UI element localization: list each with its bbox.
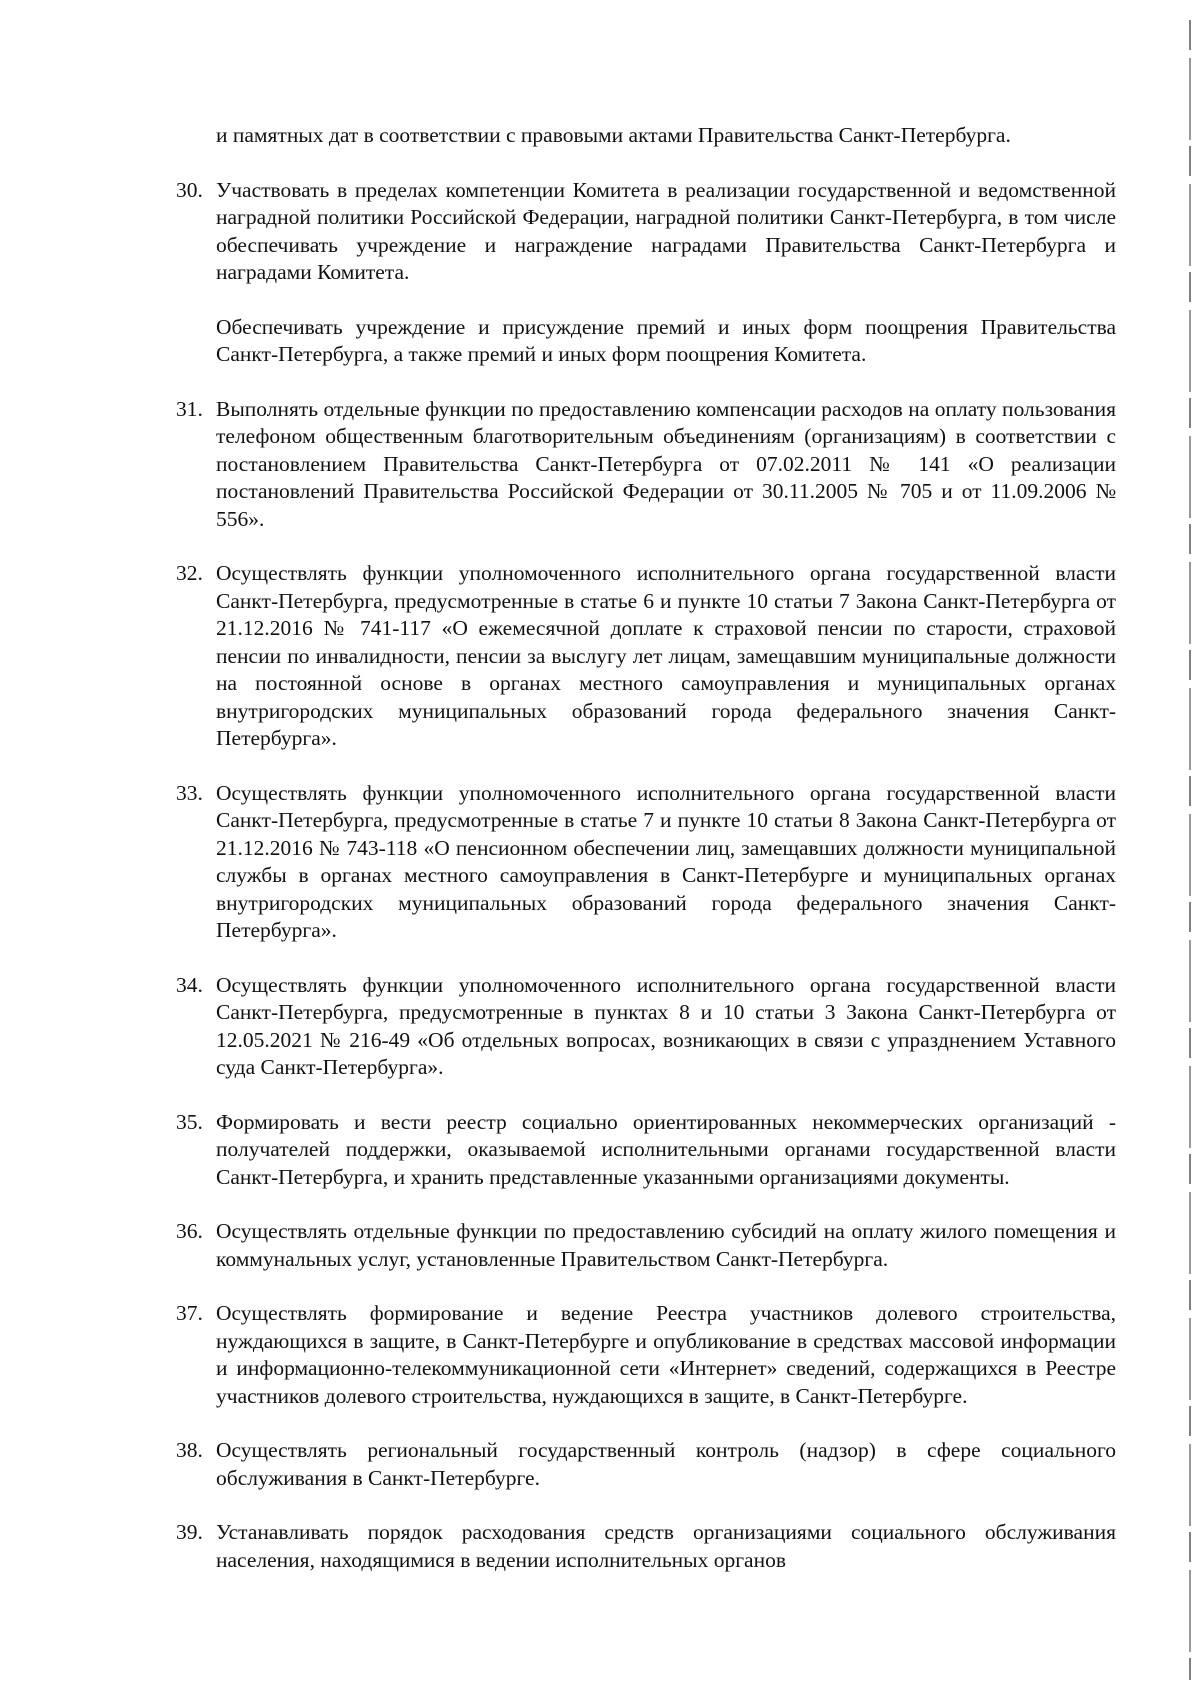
list-item-32 [176,560,1116,753]
item-number: 32. [176,561,203,585]
list-item-34 [176,972,1116,1082]
item-text: Осуществлять формирование и ведение Реестра участников долевого строительства, нуждающихся в защите, в Санкт-Петербурге и опубликование в средствах массовой информации и информационно-телекоммуникационной сети «Интернет» сведений, содержащихся в Реестре участников долевого строительства, нуждающихся в защите, в Санкт-Петербурге. [216,1301,1116,1408]
item-text: Осуществлять функции уполномоченного исполнительного органа государственной власти Санкт-Петербурга, предусмотренные в статье 7 и пункте 10 статьи 8 Закона Санкт-Петербурга от 21.12.2016 № 743-118 «О пенсионном обеспечении лиц, замещавших должности муниципальной службы в органах местного самоуправления в Санкт-Петербурге и муниципальных органах внутригородских муниципальных образований города федерального значения Санкт-Петербурга». [216,780,1116,942]
item-text: Осуществлять функции уполномоченного исполнительного органа государственной власти Санкт-Петербурга, предусмотренные в статье 6 и пункте 10 статьи 7 Закона Санкт-Петербурга от 21.12.2016 № 741-117 «О ежемесячной доплате к страховой пенсии по старости, страховой пенсии по инвалидности, пенсии за выслугу лет лицам, замещавшим муниципальные должности на постоянной основе в органах местного самоуправления и муниципальных органах внутригородских муниципальных образований города федерального значения Санкт-Петербурга». [216,561,1116,750]
item-number: 34. [176,972,203,997]
item-text: Осуществлять отдельные функции по предоставлению субсидий на оплату жилого помещения и коммунальных услуг, установленные Правительством Санкт-Петербурга. [216,1219,1116,1271]
item-text: Устанавливать порядок расходования средств организациями социального обслуживания населения, находящимися в ведении исполнительных органов [216,1520,1116,1572]
item-text: Участвовать в пределах компетенции Комитета в реализации государственной и ведомственной наградной политики Российской Федерации, наградной политики Санкт-Петербурга, в том числе обеспечивать учреждение и награждение наградами Правительства Санкт-Петербурга и наградами Комитета. [216,177,1116,284]
list-item-38 [176,1437,1116,1492]
item-number: 30. [176,177,203,202]
item-text: Формировать и вести реестр социально ориентированных некоммерческих организаций - получателей поддержки, оказываемой исполнительными органами государственной власти Санкт-Петербурга, и хранить представленные указанными организациями документы. [216,1109,1116,1189]
continuation-paragraph [176,122,1116,150]
item-number: 35. [176,1109,203,1134]
continuation-text: и памятных дат в соответствии с правовыми актами Правительства Санкт-Петербурга. [216,123,1011,147]
list-item-33 [176,780,1116,945]
item-text: Осуществлять функции уполномоченного исполнительного органа государственной власти Санкт-Петербурга, предусмотренные в пунктах 8 и 10 статьи 3 Закона Санкт-Петербурга от 12.05.2021 № 216-49 «Об отдельных вопросах, возникающих в связи с упразднением Уставного суда Санкт-Петербурга». [216,972,1116,1079]
list-item-36 [176,1218,1116,1273]
item-number: 31. [176,396,203,421]
item-number: 38. [176,1438,203,1462]
item-text: Осуществлять региональный государственный контроль (надзор) в сфере социального обслуживания в Санкт-Петербурге. [216,1438,1116,1490]
list-item-35 [176,1109,1116,1192]
scan-edge-line [1189,20,1191,1680]
list-item-30 [176,177,1116,369]
list-item-39 [176,1519,1116,1574]
document-body [176,122,1116,1601]
item-number: 36. [176,1219,203,1243]
item-number: 33. [176,780,203,805]
list-item-31 [176,396,1116,534]
item-subparagraph: Обеспечивать учреждение и присуждение премий и иных форм поощрения Правительства Санкт-Петербурга, а также премий и иных форм поощрения Комитета. [216,314,1116,366]
item-number: 39. [176,1520,203,1544]
item-text: Выполнять отдельные функции по предоставлению компенсации расходов на оплату пользования телефоном общественным благотворительным объединениям (организациям) в соответствии с постановлением Правительства Санкт-Петербурга от 07.02.2011 № 141 «О реализации постановлений Правительства Российской Федерации от 30.11.2005 № 705 и от 11.09.2006 № 556». [216,396,1116,531]
item-number: 37. [176,1301,203,1325]
list-item-37 [176,1300,1116,1410]
